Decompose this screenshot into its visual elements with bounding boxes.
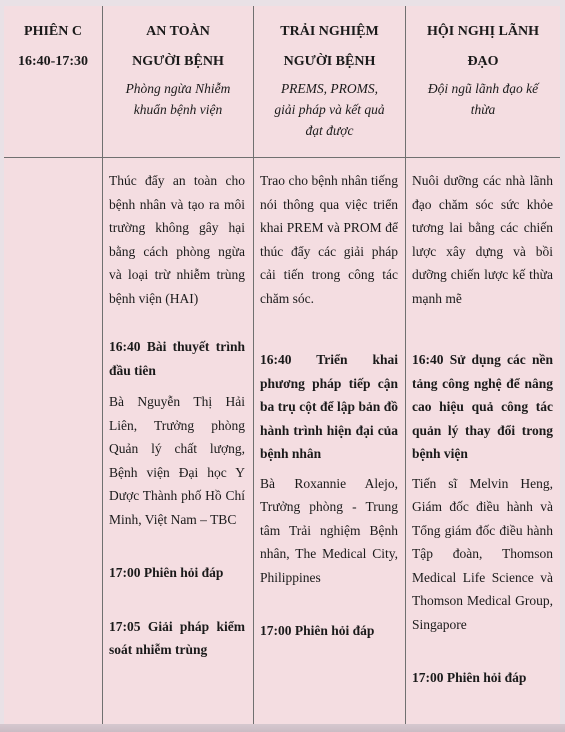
track-header-patient-experience — [254, 20, 405, 141]
track-body-leadership — [412, 169, 553, 690]
speaker-info: Bà Roxannie Alejo, Trưởng phòng - Trung tâm Trải nghiệm Bệnh nhân, The Medical City, Philippines — [260, 475, 398, 585]
qa-session: 17:00 Phiên hỏi đáp — [109, 565, 224, 580]
track-intro: Nuôi dưỡng các nhà lãnh đạo chăm sóc sức khỏe tương lai bằng các chiến lược xây dựng và bồi dưỡng chiến lược kế thừa mạnh mẽ — [412, 173, 553, 306]
qa-session: 17:00 Phiên hỏi đáp — [260, 623, 375, 638]
talk-title: 16:40 Bài thuyết trình đầu tiên — [109, 339, 245, 378]
agenda-table — [4, 6, 560, 724]
track-title-line2: NGƯỜI BỆNH — [283, 54, 376, 69]
track-subtitle: Phòng ngừa Nhiễm khuẩn bệnh viện — [125, 81, 231, 117]
track-subtitle: Đội ngũ lãnh đạo kế thừa — [427, 81, 539, 117]
track-body-patient-experience — [260, 169, 398, 643]
session-time: 16:40-17:30 — [18, 54, 88, 69]
speaker-info: Tiến sĩ Melvin Heng, Giám đốc điều hành và Tổng giám đốc điều hành Tập đoàn, Thomson Medical Life Science và Thomson Medical Group, Singapore — [412, 475, 553, 632]
track-title-line2: NGƯỜI BỆNH — [132, 54, 224, 69]
track-title-line2: ĐẠO — [467, 54, 499, 69]
speaker-info: Bà Nguyễn Thị Hải Liên, Trưởng phòng Quản lý chất lượng, Bệnh viện Đại học Y Dược Thành phố Hồ Chí Minh, Việt Nam – TBC — [109, 394, 245, 527]
page-bottom-edge — [0, 724, 565, 732]
track-subtitle: PREMS, PROMS, giải pháp và kết quả đạt được — [274, 81, 385, 138]
track-header-leadership — [406, 20, 560, 120]
track-intro: Trao cho bệnh nhân tiếng nói thông qua việc triển khai PREM và PROM để thúc đẩy các giải pháp cải tiến trong công tác chăm sóc. — [260, 173, 398, 306]
talk-title: 16:40 Sử dụng các nền tảng công nghệ để nâng cao hiệu quả công tác quản lý thay đổi trong bệnh viện — [412, 352, 553, 461]
qa-session: 17:00 Phiên hỏi đáp — [412, 670, 527, 685]
header-divider — [4, 157, 560, 158]
track-title-line1: TRẢI NGHIỆM — [280, 24, 379, 39]
track-title-line1: HỘI NGHỊ LÃNH — [426, 24, 539, 39]
track-body-patient-safety — [109, 169, 245, 662]
track-header-patient-safety — [103, 20, 253, 120]
track-title-line1: AN TOÀN — [146, 24, 210, 39]
talk-title: 16:40 Triển khai phương pháp tiếp cận ba trụ cột để lập bản đồ hành trình hiện đại của bệnh nhân — [260, 352, 398, 461]
session-label: PHIÊN C — [24, 24, 82, 39]
session-cell — [4, 20, 102, 74]
next-talk-title: 17:05 Giải pháp kiểm soát nhiễm trùng — [109, 618, 245, 657]
track-intro: Thúc đẩy an toàn cho bệnh nhân và tạo ra môi trường không gây hại bằng cách phòng ngừa và loại trừ nhiễm trùng bệnh viện (HAI) — [109, 173, 245, 306]
